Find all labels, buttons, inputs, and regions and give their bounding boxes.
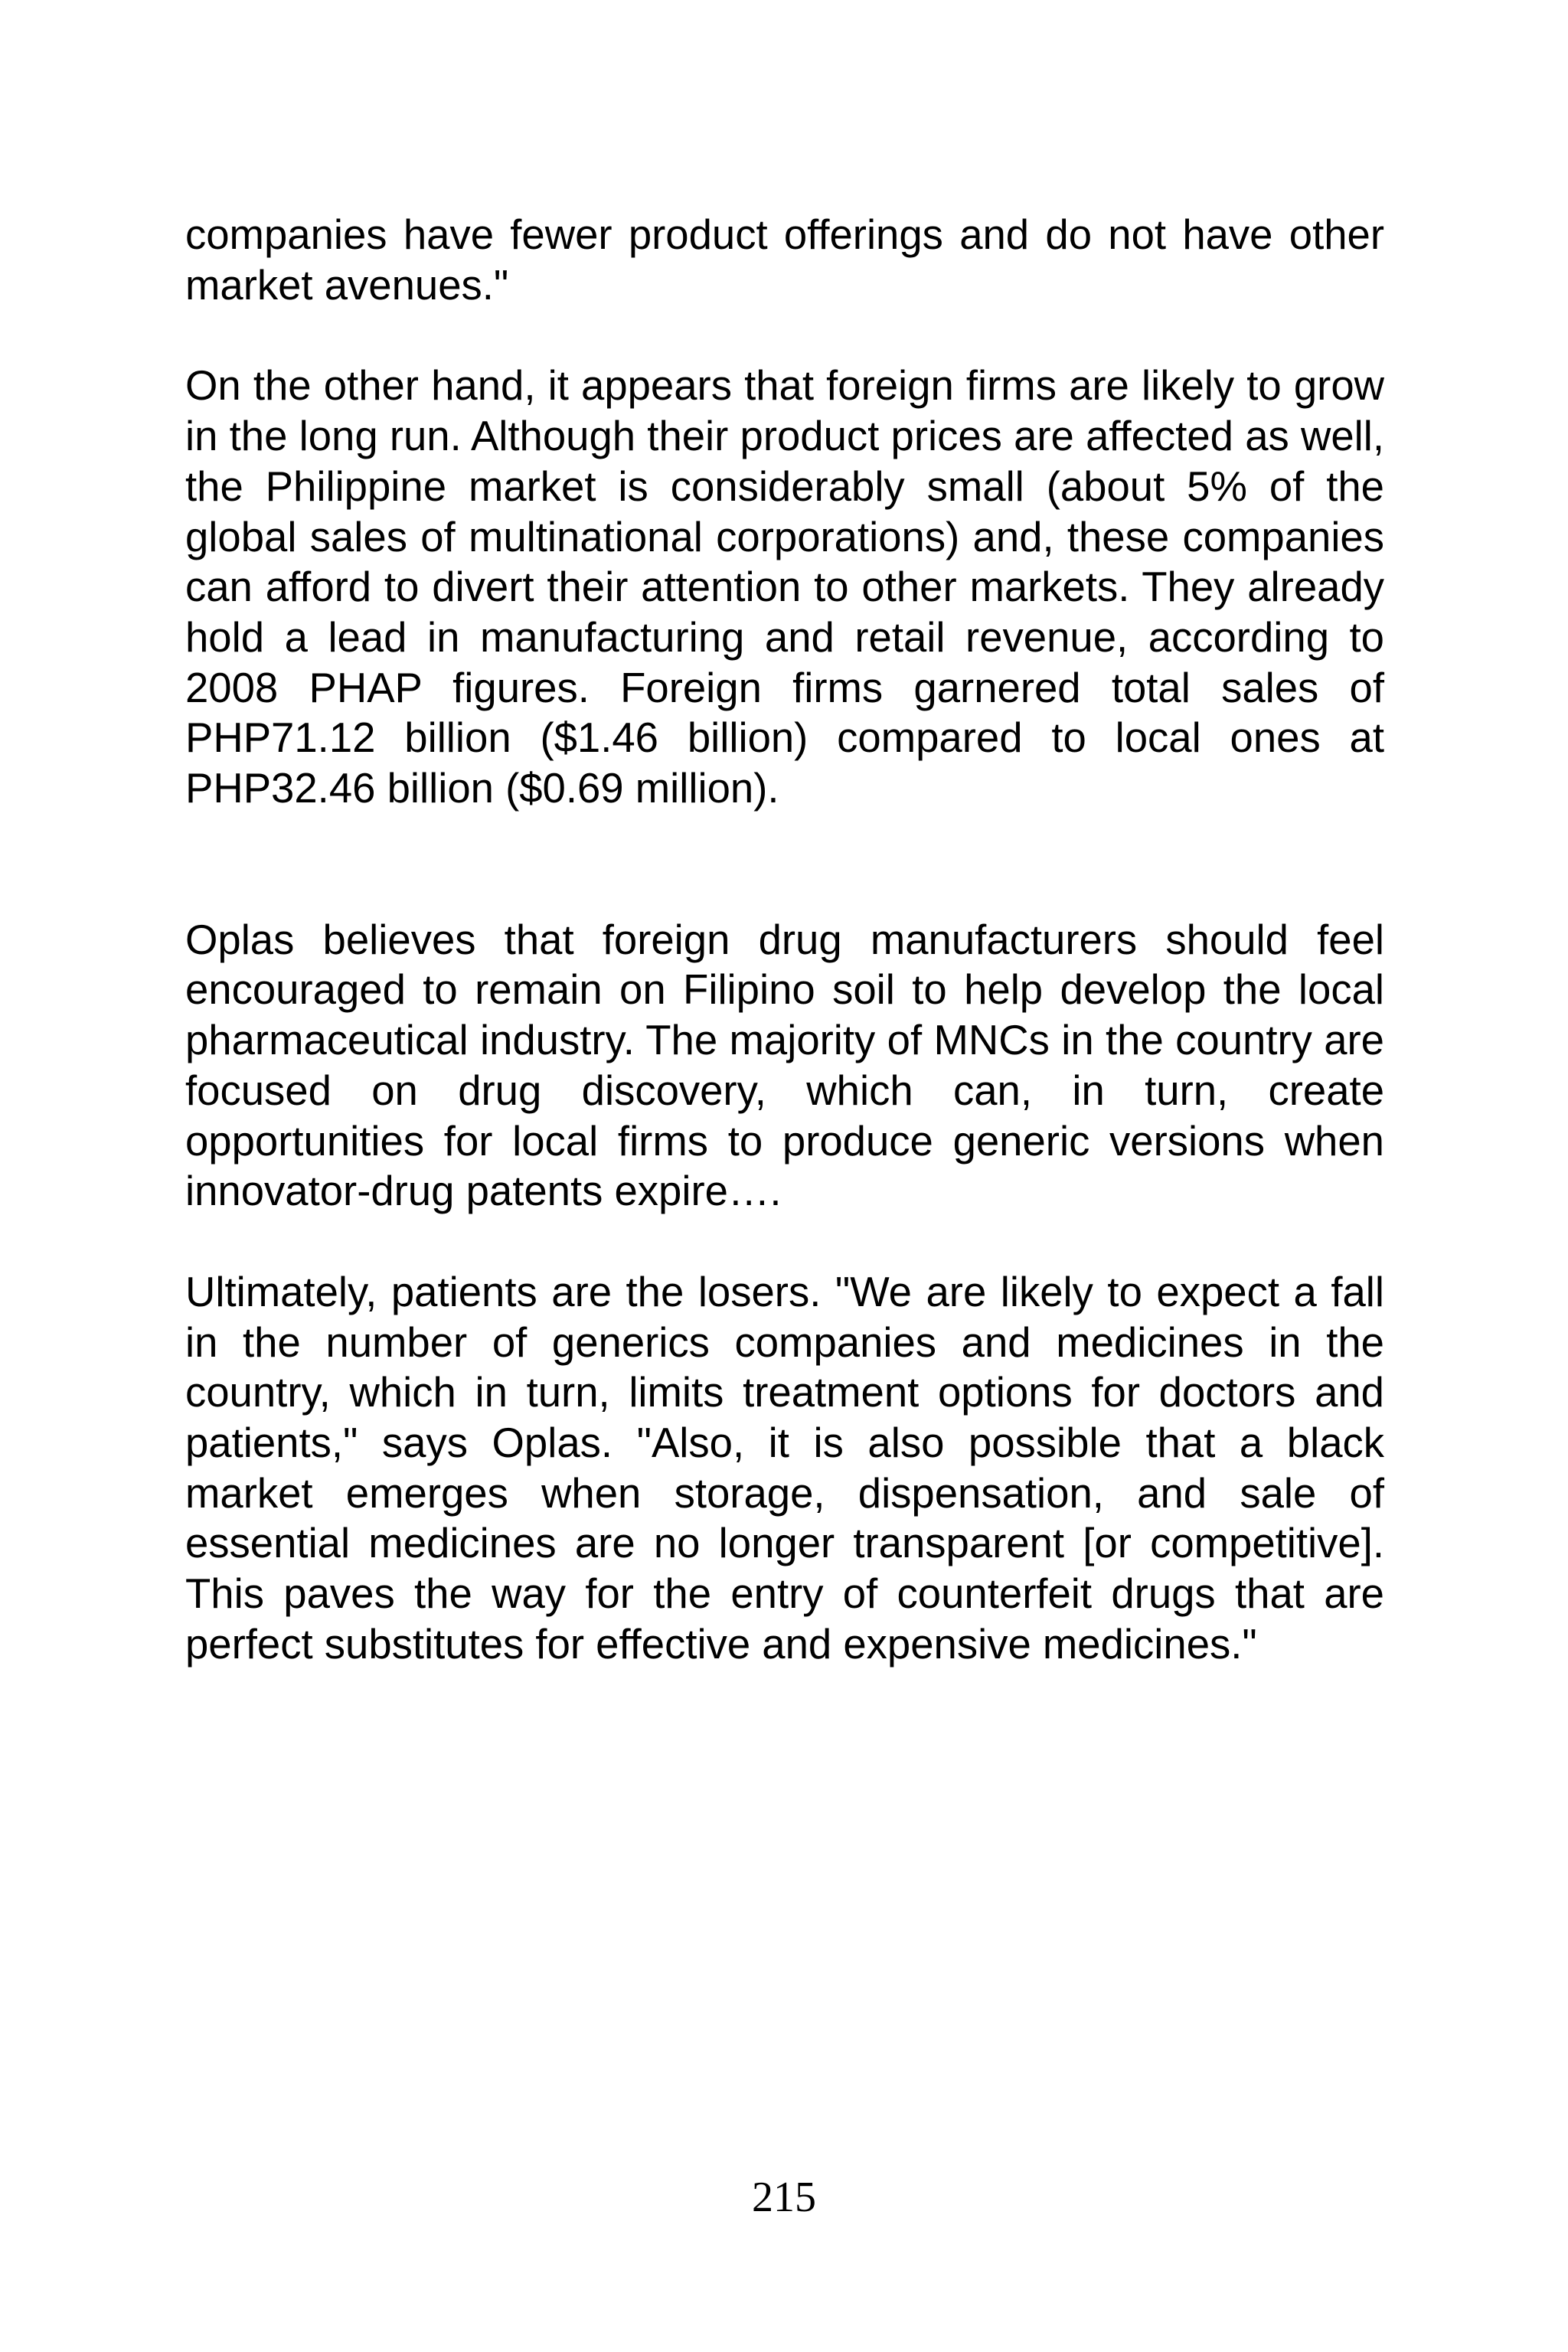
paragraph-foreign-firms: On the other hand, it appears that foreign firms are likely to grow in the long run. Although their product prices are affected as well, the Philippine market is considerably small (about 5% of the global sales of multinational corporations) and, these companies can afford to divert their attention to other markets. They already hold a lead in manufacturing and retail revenue, according to 2008 PHAP figures. Foreign firms garnered total sales of PHP71.12 billion ($1.46 billion) compared to local ones at PHP32.46 billion ($0.69 million). (185, 362, 1384, 812)
paragraph-continuation: companies have fewer product offerings and do not have other market avenues." (185, 211, 1384, 309)
paragraph-oplas-beliefs: Oplas believes that foreign drug manufacturers should feel encouraged to remain on Filipino soil to help develop the local pharmaceutical industry. The majority of MNCs in the country are focused on drug discovery, which can, in turn, create opportunities for local firms to produce generic versions when innovator-drug patents expire…. (185, 916, 1384, 1215)
body-text (185, 210, 1384, 1670)
page-number: 215 (752, 2174, 816, 2221)
paragraph-patients-losers: Ultimately, patients are the losers. "We are likely to expect a fall in the number of generics companies and medicines in the country, which in turn, limits treatment options for doctors and patients," says Oplas. "Also, it is also possible that a black market emerges when storage, dispensation, and sale of essential medicines are no longer transparent [or competitive]. This paves the way for the entry of counterfeit drugs that are perfect substitutes for effective and expensive medicines." (185, 1268, 1384, 1668)
